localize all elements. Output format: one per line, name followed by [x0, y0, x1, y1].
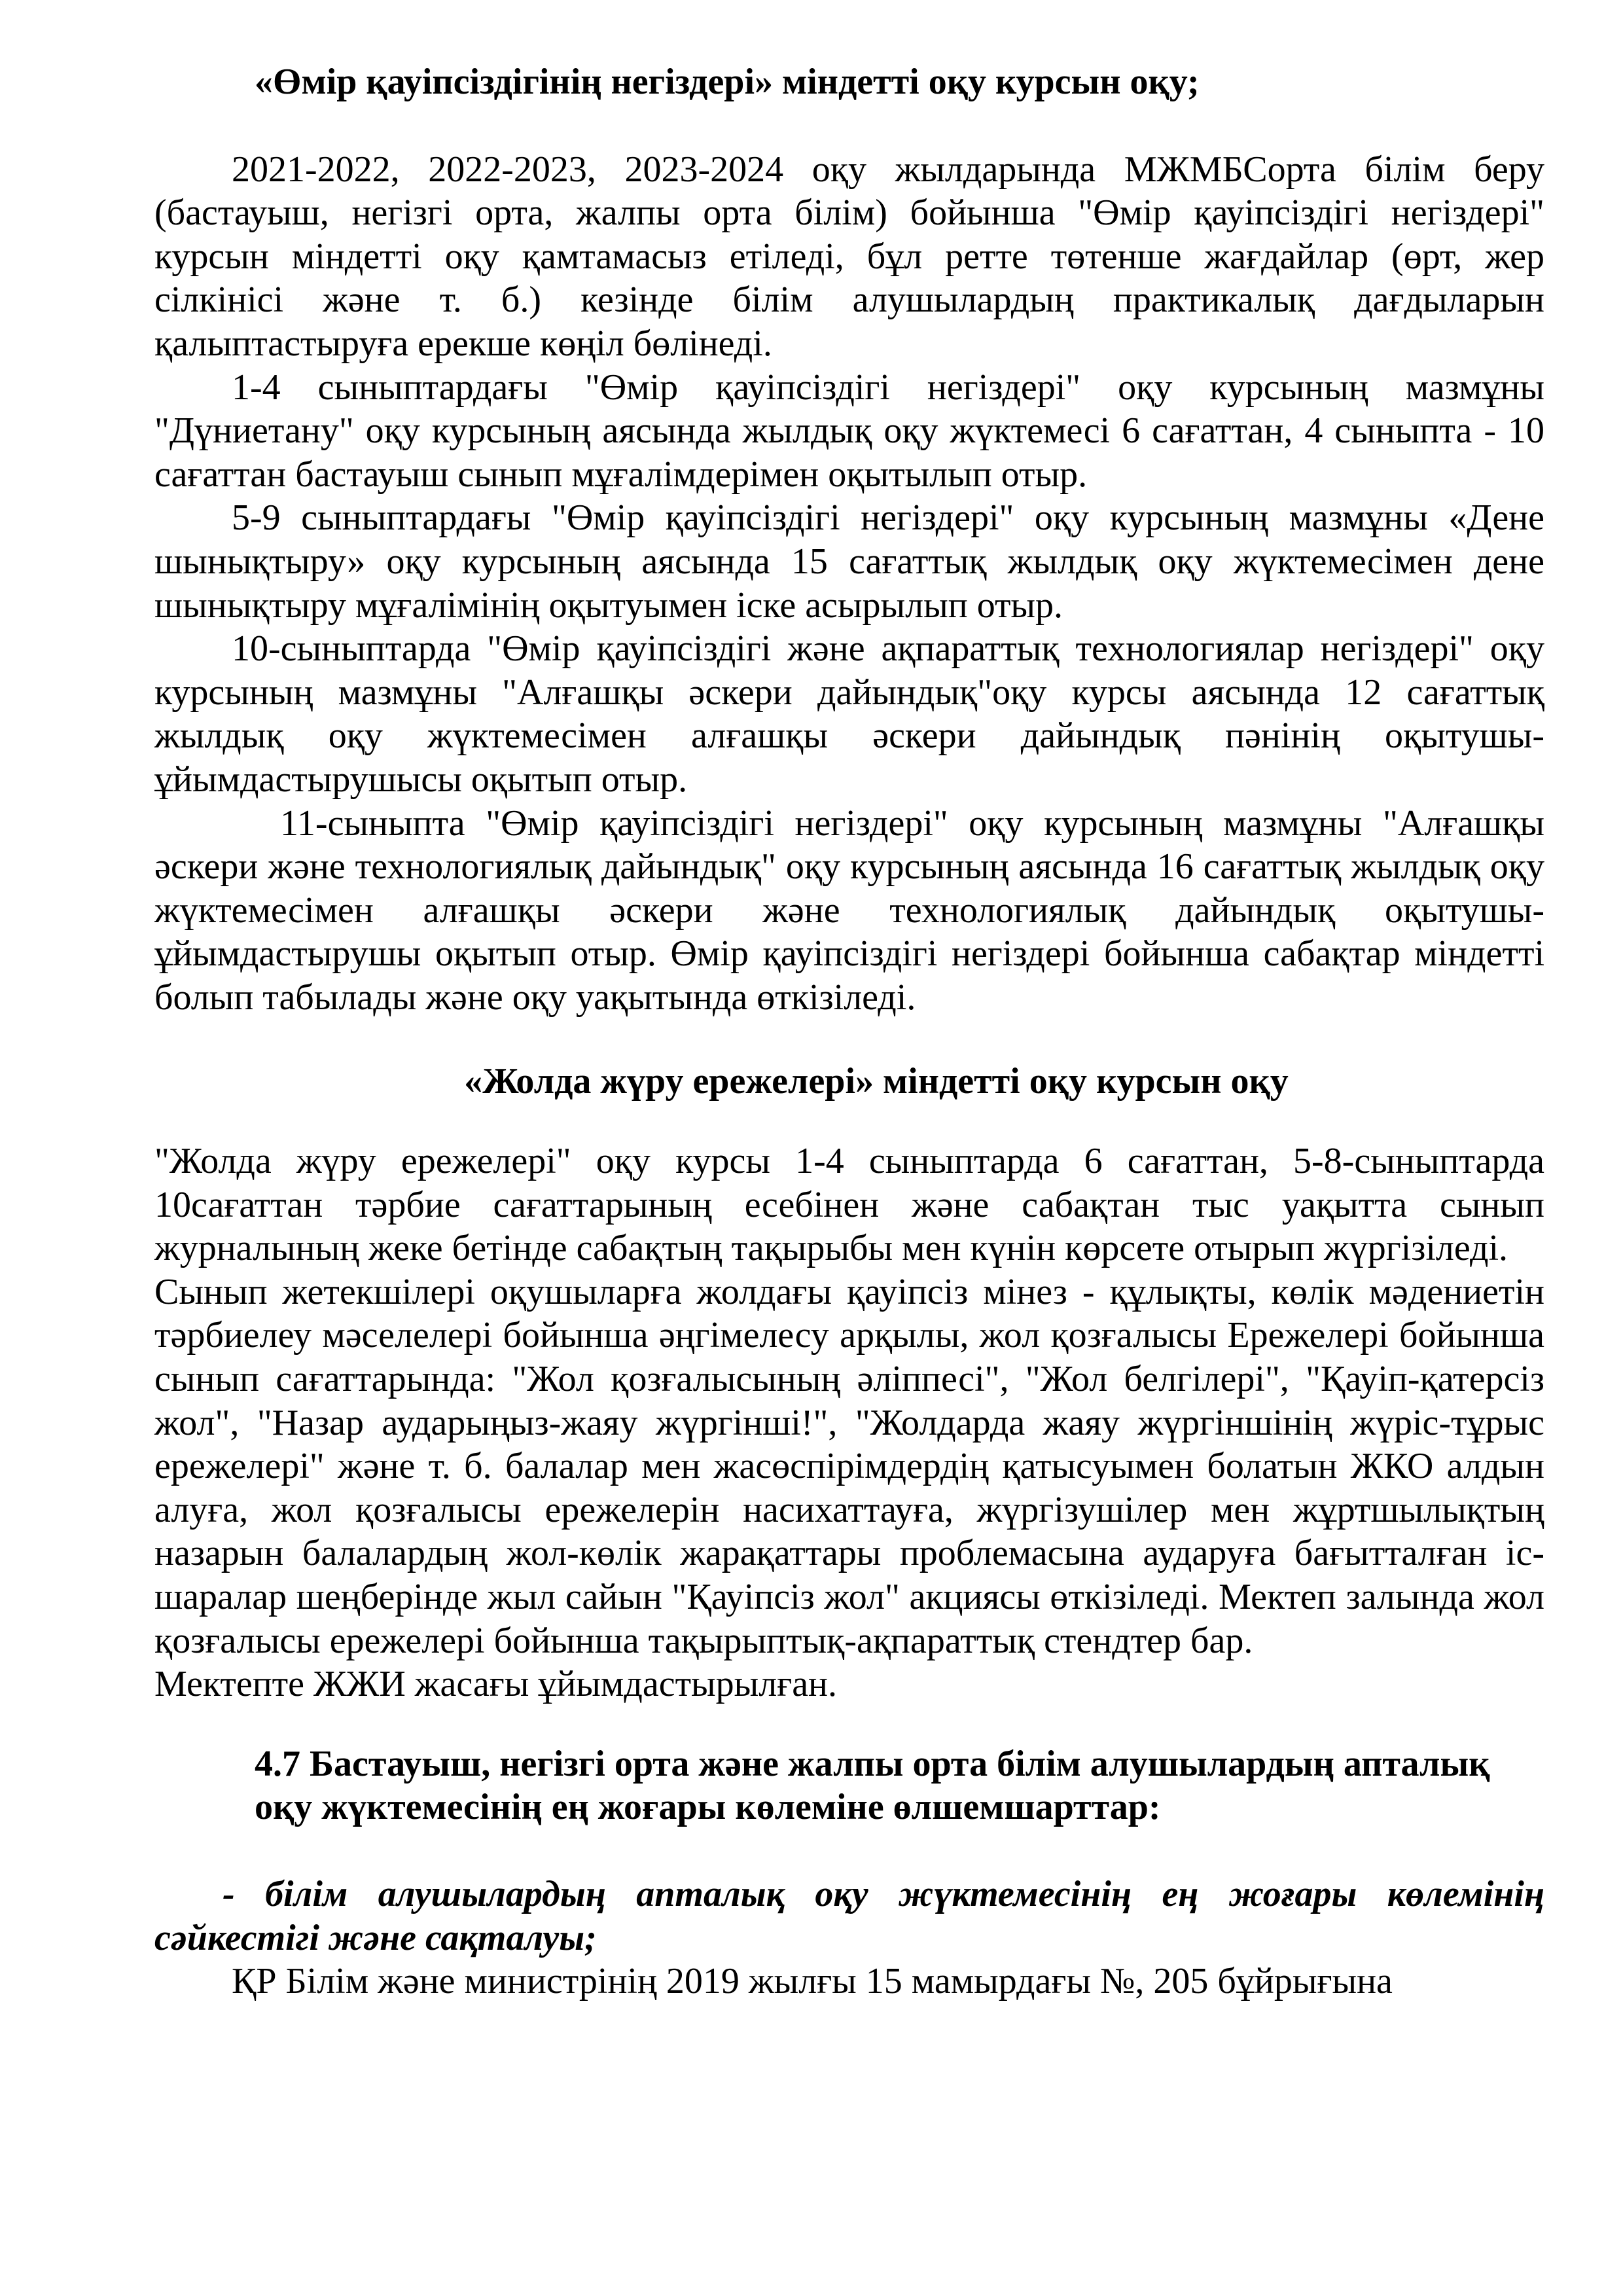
paragraph-grade-11: 11-сыныпта "Өмір қауіпсіздігі негіздері" оқу курсының мазмұны "Алғашқы әскери және технологиялық дайындық" оқу курсының аясында 16 сағаттық жылдық оқу жүктемесімен алғашқы әскери және технологиялық дайындық оқытушы-ұйымдастырушы оқытып отыр. Өмір қауіпсіздігі негіздері бойынша сабақтар міндетті болып табылады және оқу уақытында өткізіледі.	[154, 802, 1544, 1018]
paragraph-traffic-course: "Жолда жүру ережелері" оқу курсы 1-4 сыныптарда 6 сағаттан, 5-8-сыныптарда 10сағаттан тәрбие сағаттарының есебінен және сабақтан тыс уақытта сынып журналының жеке бетінде сабақтың тақырыбы мен күнін көрсете отырып жүргізіледі.	[154, 1141, 1544, 1269]
paragraph-grades-5-9: 5-9 сыныптардағы "Өмір қауіпсіздігі негіздері" оқу курсының мазмұны «Дене шынықтыру» оқу курсының аясында 15 сағаттық жылдық оқу жүктемесімен дене шынықтыру мұғалімінің оқытуымен іске асырылып отыр.	[154, 497, 1544, 626]
section-heading-life-safety: «Өмір қауіпсіздігінің негіздері» міндетті оқу курсын оқу;	[255, 62, 1200, 102]
spacer	[154, 1103, 1544, 1139]
section-heading-4-7: 4.7 Бастауыш, негізгі орта және жалпы орта білім алушылардың апталық оқу жүктемесінің ең жоғары көлеміне өлшемшарттар:	[255, 1743, 1490, 1828]
paragraph-life-safety-intro: 2021-2022, 2022-2023, 2023-2024 оқу жылдарында МЖМБСорта білім беру (бастауыш, негізгі орта, жалпы орта білім) бойынша "Өмір қауіпсіздігі негіздері" курсын міндетті оқу қамтамасыз етіледі, бұл ретте төтенше жағдайлар (өрт, жер сілкінісі және т. б.) кезінде білім алушылардың практикалық дағдыларын қалыптастыруға ерекше көңіл бөлінеді.	[154, 149, 1544, 364]
paragraph-school-squad: Мектепте ЖЖИ жасағы ұйымдастырылған.	[154, 1664, 838, 1705]
criterion-subheading: - білім алушылардың апталық оқу жүктемесінің ең жоғары көлемінің сәйкестігі және сақталуы;	[154, 1873, 1544, 1958]
page-content	[154, 60, 1544, 2003]
paragraph-ministry-order: ҚР Білім және министрінің 2019 жылғы 15 мамырдағы №, 205 бұйрығына	[232, 1961, 1393, 2002]
spacer	[154, 1019, 1544, 1060]
spacer	[154, 1706, 1544, 1742]
spacer	[154, 104, 1544, 148]
spacer	[154, 1829, 1544, 1873]
paragraph-class-teachers: Сынып жетекшілері оқушыларға жолдағы қауіпсіз мінез - құлықты, көлік мәдениетін тәрбиелеу мәселелері бойынша әңгімелесу арқылы, жол қозғалысы Ережелері бойынша сынып сағаттарында: "Жол қозғалысының әліппесі", "Жол белгілері", "Қауіп-қатерсіз жол", "Назар аударыңыз-жаяу жүргінші!", "Жолдарда жаяу жүргіншінің жүріс-тұрыс ережелері" және т. б. балалар мен жасөспірімдердің қатысуымен болатын ЖКО алдын алуға, жол қозғалысы ережелерін насихаттауға, жүргізушілер мен жұртшылықтың назарын балалардың жол-көлік жарақаттары проблемасына аударуға бағытталған іс-шаралар шеңберінде жыл сайын "Қауіпсіз жол" акциясы өткізіледі. Мектеп залында жол қозғалысы ережелері бойынша тақырыптық-ақпараттық стендтер бар.	[154, 1271, 1544, 1661]
section-heading-traffic-rules: «Жолда жүру ережелері» міндетті оқу курсын оқу	[464, 1061, 1289, 1102]
paragraph-grade-10: 10-сыныптарда "Өмір қауіпсіздігі және ақпараттық технологиялар негіздері" оқу курсының мазмұны "Алғашқы әскери дайындық"оқу курсы аясында 12 сағаттық жылдық оқу жүктемесімен алғашқы әскери дайындық пәнінің оқытушы-ұйымдастырушысы оқытып отыр.	[154, 628, 1544, 800]
paragraph-grades-1-4: 1-4 сыныптардағы "Өмір қауіпсіздігі негіздері" оқу курсының мазмұны "Дүниетану" оқу курсының аясында жылдық оқу жүктемесі 6 сағаттан, 4 сыныпта - 10 сағаттан бастауыш сынып мұғалімдерімен оқытылып отыр.	[154, 367, 1544, 495]
